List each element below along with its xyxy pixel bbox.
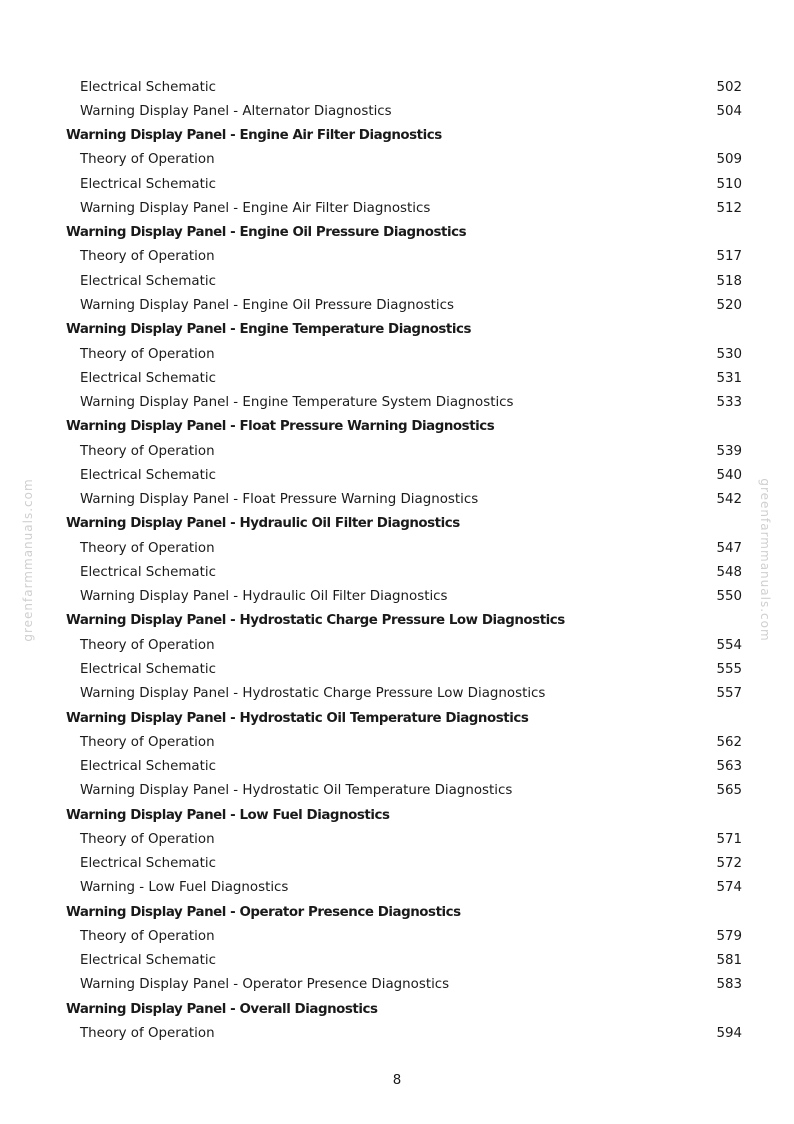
toc-page-number: 581 — [716, 953, 742, 969]
toc-entry-title: Warning Display Panel - Engine Temperature System Diagnostics — [80, 395, 514, 411]
toc-page-number: 539 — [716, 443, 742, 459]
toc-entry-title: Electrical Schematic — [80, 953, 216, 969]
toc-page-number: 517 — [716, 249, 742, 265]
table-of-contents — [66, 75, 742, 1046]
toc-entry-title: Electrical Schematic — [80, 856, 216, 872]
toc-entry[interactable] — [66, 949, 742, 973]
toc-entry[interactable] — [66, 585, 742, 609]
toc-page-number: 542 — [716, 492, 742, 508]
toc-page-number: 502 — [716, 79, 742, 95]
toc-section-heading — [66, 706, 742, 730]
toc-section-heading — [66, 803, 742, 827]
toc-page-number: 563 — [716, 759, 742, 775]
toc-entry-title: Theory of Operation — [80, 540, 215, 556]
toc-section-title: Warning Display Panel - Float Pressure Warning Diagnostics — [66, 419, 495, 435]
toc-entry-title: Electrical Schematic — [80, 79, 216, 95]
toc-entry-title: Warning Display Panel - Operator Presence Diagnostics — [80, 977, 450, 993]
toc-entry[interactable] — [66, 75, 742, 99]
toc-entry[interactable] — [66, 488, 742, 512]
toc-entry-title: Warning Display Panel - Engine Oil Pressure Diagnostics — [80, 298, 454, 314]
toc-section-heading — [66, 221, 742, 245]
toc-entry-title: Theory of Operation — [80, 249, 215, 265]
toc-entry[interactable] — [66, 196, 742, 220]
toc-entry[interactable] — [66, 754, 742, 778]
toc-page-number: 530 — [716, 346, 742, 362]
toc-entry[interactable] — [66, 1021, 742, 1045]
toc-entry-title: Theory of Operation — [80, 443, 215, 459]
toc-section-heading — [66, 318, 742, 342]
toc-entry[interactable] — [66, 390, 742, 414]
toc-page-number: 572 — [716, 856, 742, 872]
toc-entry-title: Theory of Operation — [80, 1025, 215, 1041]
toc-entry-title: Warning Display Panel - Hydraulic Oil Filter Diagnostics — [80, 589, 448, 605]
toc-page-number: 554 — [716, 637, 742, 653]
toc-entry-title: Theory of Operation — [80, 831, 215, 847]
toc-entry-title: Theory of Operation — [80, 346, 215, 362]
toc-section-title: Warning Display Panel - Operator Presence Diagnostics — [66, 904, 461, 920]
page-number: 8 — [392, 1073, 402, 1088]
toc-entry[interactable] — [66, 172, 742, 196]
toc-entry[interactable] — [66, 366, 742, 390]
toc-entry[interactable] — [66, 245, 742, 269]
toc-entry[interactable] — [66, 682, 742, 706]
toc-page-number: 550 — [716, 589, 742, 605]
toc-entry-title: Theory of Operation — [80, 637, 215, 653]
toc-section-title: Warning Display Panel - Engine Oil Pressure Diagnostics — [66, 225, 467, 241]
toc-entry[interactable] — [66, 269, 742, 293]
toc-entry[interactable] — [66, 924, 742, 948]
toc-page-number: 540 — [716, 467, 742, 483]
toc-entry[interactable] — [66, 633, 742, 657]
watermark-left: greenfarmmanuals.com — [21, 478, 35, 642]
toc-page-number: 555 — [716, 662, 742, 677]
toc-section-title: Warning Display Panel - Hydrostatic Charge Pressure Low Diagnostics — [66, 613, 565, 629]
toc-page-number: 583 — [716, 977, 742, 993]
toc-entry-title: Theory of Operation — [80, 734, 215, 750]
toc-page-number: 574 — [716, 880, 742, 896]
toc-section-title: Warning Display Panel - Low Fuel Diagnostics — [66, 807, 390, 823]
toc-entry-title: Warning Display Panel - Engine Air Filter Diagnostics — [80, 200, 431, 216]
toc-page-number: 509 — [716, 152, 742, 168]
toc-entry[interactable] — [66, 827, 742, 851]
toc-page-number: 510 — [716, 176, 742, 192]
toc-entry[interactable] — [66, 99, 742, 123]
toc-entry-title: Warning Display Panel - Hydrostatic Charge Pressure Low Diagnostics — [80, 686, 546, 702]
toc-entry[interactable] — [66, 876, 742, 900]
toc-section-title: Warning Display Panel - Engine Temperature Diagnostics — [66, 322, 472, 338]
toc-entry-title: Theory of Operation — [80, 928, 215, 944]
toc-page-number: 571 — [716, 831, 742, 847]
toc-entry[interactable] — [66, 779, 742, 803]
toc-entry-title: Theory of Operation — [80, 152, 215, 168]
toc-entry[interactable] — [66, 439, 742, 463]
toc-section-title: Warning Display Panel - Hydrostatic Oil Temperature Diagnostics — [66, 710, 529, 726]
toc-entry[interactable] — [66, 293, 742, 317]
watermark-right: greenfarmmanuals.com — [758, 478, 772, 642]
toc-section-heading — [66, 512, 742, 536]
toc-page-number: 533 — [716, 395, 742, 411]
toc-entry[interactable] — [66, 148, 742, 172]
toc-section-title: Warning Display Panel - Hydraulic Oil Filter Diagnostics — [66, 516, 460, 532]
toc-section-heading — [66, 997, 742, 1021]
toc-entry[interactable] — [66, 973, 742, 997]
toc-page-number: 504 — [716, 103, 742, 119]
toc-entry-title: Warning Display Panel - Alternator Diagnostics — [80, 103, 392, 119]
toc-section-title: Warning Display Panel - Engine Air Filter Diagnostics — [66, 128, 442, 144]
toc-section-heading — [66, 900, 742, 924]
toc-page-number: 562 — [716, 734, 742, 750]
toc-section-heading — [66, 609, 742, 633]
toc-entry[interactable] — [66, 560, 742, 584]
toc-entry-title: Warning Display Panel - Float Pressure Warning Diagnostics — [80, 492, 479, 508]
toc-page-number: 565 — [716, 783, 742, 799]
toc-page-number: 594 — [716, 1025, 742, 1041]
toc-page-number: 531 — [716, 370, 742, 386]
toc-entry[interactable] — [66, 657, 742, 681]
toc-section-title: Warning Display Panel - Overall Diagnostics — [66, 1001, 378, 1017]
toc-entry[interactable] — [66, 463, 742, 487]
toc-entry[interactable] — [66, 852, 742, 876]
toc-entry-title: Electrical Schematic — [80, 370, 216, 386]
toc-entry-title: Electrical Schematic — [80, 564, 216, 580]
toc-page-number: 579 — [716, 928, 742, 944]
toc-entry[interactable] — [66, 536, 742, 560]
toc-entry[interactable] — [66, 730, 742, 754]
toc-entry-title: Electrical Schematic — [80, 467, 216, 483]
toc-entry-title: Warning Display Panel - Hydrostatic Oil Temperature Diagnostics — [80, 783, 513, 799]
toc-section-heading — [66, 415, 742, 439]
toc-entry-title: Electrical Schematic — [80, 759, 216, 775]
toc-page-number: 557 — [716, 686, 742, 702]
toc-entry-title: Electrical Schematic — [80, 662, 216, 677]
toc-page-number: 518 — [716, 273, 742, 289]
toc-page-number: 512 — [716, 200, 742, 216]
toc-section-heading — [66, 124, 742, 148]
toc-entry[interactable] — [66, 342, 742, 366]
toc-page-number: 520 — [716, 298, 742, 314]
toc-page-number: 547 — [716, 540, 742, 556]
toc-entry-title: Electrical Schematic — [80, 273, 216, 289]
toc-page-number: 548 — [716, 564, 742, 580]
toc-entry-title: Electrical Schematic — [80, 176, 216, 192]
toc-entry-title: Warning - Low Fuel Diagnostics — [80, 880, 289, 896]
